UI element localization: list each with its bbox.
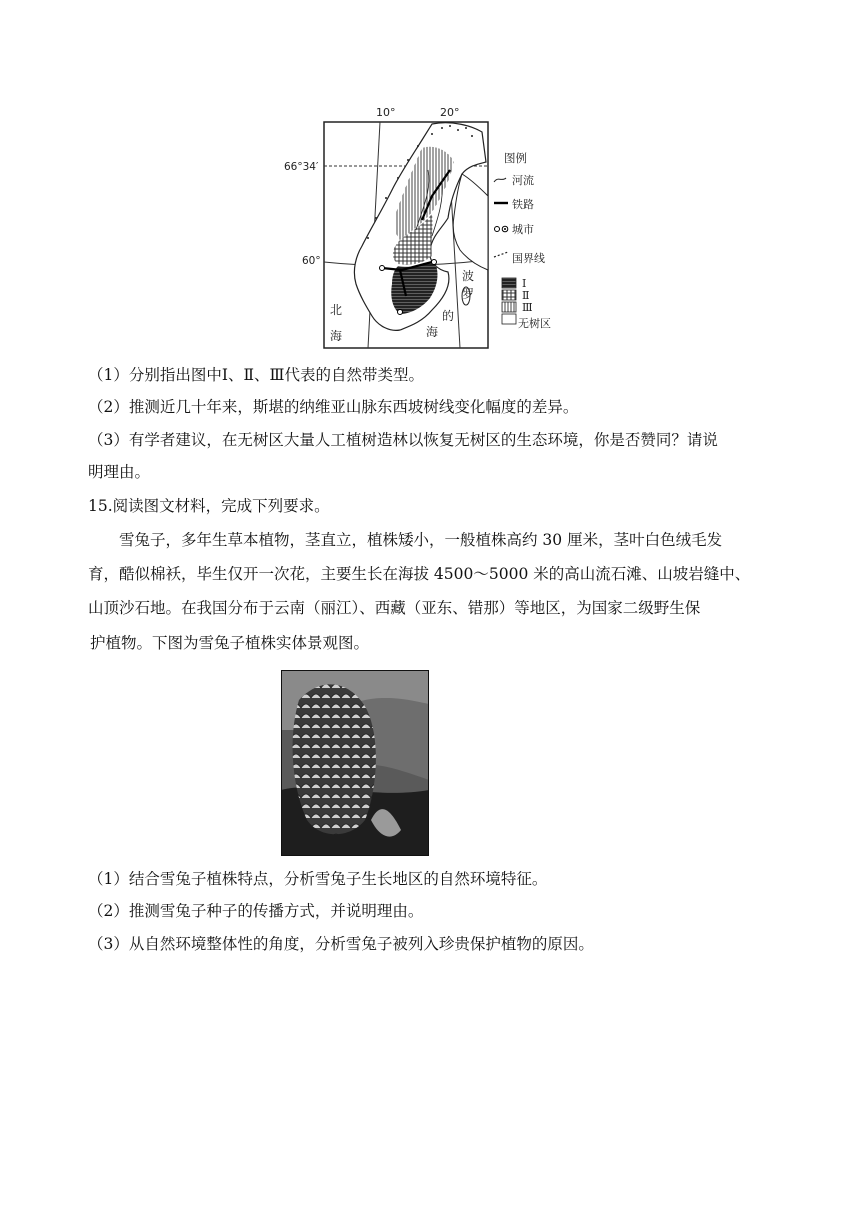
legend-river: 河流 xyxy=(512,174,534,187)
q15-passage-line: 育，酷似棉袄，毕生仅开一次花，主要生长在海拔 4500～5000 米的高山流石滩、山坡岩缝中、 xyxy=(88,565,751,583)
zone-i-legend-swatch xyxy=(502,278,516,288)
q15-sub1: （1）结合雪兔子植株特点，分析雪兔子生长地区的自然环境特征。 xyxy=(88,870,548,888)
lat-label-60: 60° xyxy=(302,255,321,267)
north-sea-label: 北 xyxy=(330,303,343,317)
q15-passage-line: 雪兔子，多年生草本植物，茎直立，植株矮小，一般植株高约 30 厘米，茎叶白色绒毛发 xyxy=(119,531,723,549)
river-legend-icon xyxy=(494,178,506,182)
scandinavia-vegetation-map xyxy=(282,100,574,350)
lon-label-20: 20° xyxy=(440,106,460,119)
q15-sub3: （3）从自然环境整体性的角度，分析雪兔子被列入珍贵保护植物的原因。 xyxy=(88,935,594,953)
north-sea-label: 海 xyxy=(330,329,343,343)
city-marker xyxy=(432,260,437,265)
legend-zone-i: Ⅰ xyxy=(522,277,527,290)
city-legend-icon xyxy=(495,227,500,232)
q14-sub1: （1）分别指出图中Ⅰ、Ⅱ、Ⅲ代表的自然带类型。 xyxy=(88,366,424,384)
q14-sub2: （2）推测近几十年来，斯堪的纳维亚山脉东西坡树线变化幅度的差异。 xyxy=(88,398,579,416)
baltic-sea-label: 的 xyxy=(442,309,455,323)
city-marker xyxy=(398,310,403,315)
zone-ii-legend-swatch xyxy=(502,290,516,300)
treeless-legend-swatch xyxy=(502,314,516,324)
border-legend-icon xyxy=(494,252,508,257)
legend-treeless: 无树区 xyxy=(518,317,551,330)
q15-heading: 15.阅读图文材料，完成下列要求。 xyxy=(88,497,330,515)
legend-border: 国界线 xyxy=(512,252,545,265)
zone-iii-legend-swatch xyxy=(502,302,516,312)
snow-rabbit-plant-photo xyxy=(281,670,429,856)
legend-title: 图例 xyxy=(504,151,527,165)
baltic-sea-label: 罗 xyxy=(462,287,475,301)
q15-passage-line: 护植物。下图为雪兔子植株实体景观图。 xyxy=(90,634,370,652)
baltic-sea-label: 海 xyxy=(426,325,439,339)
q14-sub3-line1: （3）有学者建议，在无树区大量人工植树造林以恢复无树区的生态环境，你是否赞同？请说 xyxy=(88,431,718,449)
q14-sub3-line2: 明理由。 xyxy=(88,463,151,481)
legend-city: 城市 xyxy=(512,223,534,236)
legend-railway: 铁路 xyxy=(512,198,534,211)
q15-passage-line: 山顶沙石地。在我国分布于云南（丽江）、西藏（亚东、错那）等地区，为国家二级野生保 xyxy=(88,599,701,617)
baltic-sea-label: 波 xyxy=(462,269,475,283)
city-marker xyxy=(380,266,385,271)
lon-label-10: 10° xyxy=(376,106,396,119)
q15-sub2: （2）推测雪兔子种子的传播方式，并说明理由。 xyxy=(88,902,424,920)
lat-label-66: 66°34′ xyxy=(284,161,319,173)
legend-zone-iii: Ⅲ xyxy=(522,301,533,314)
legend-zone-ii: Ⅱ xyxy=(522,289,530,302)
